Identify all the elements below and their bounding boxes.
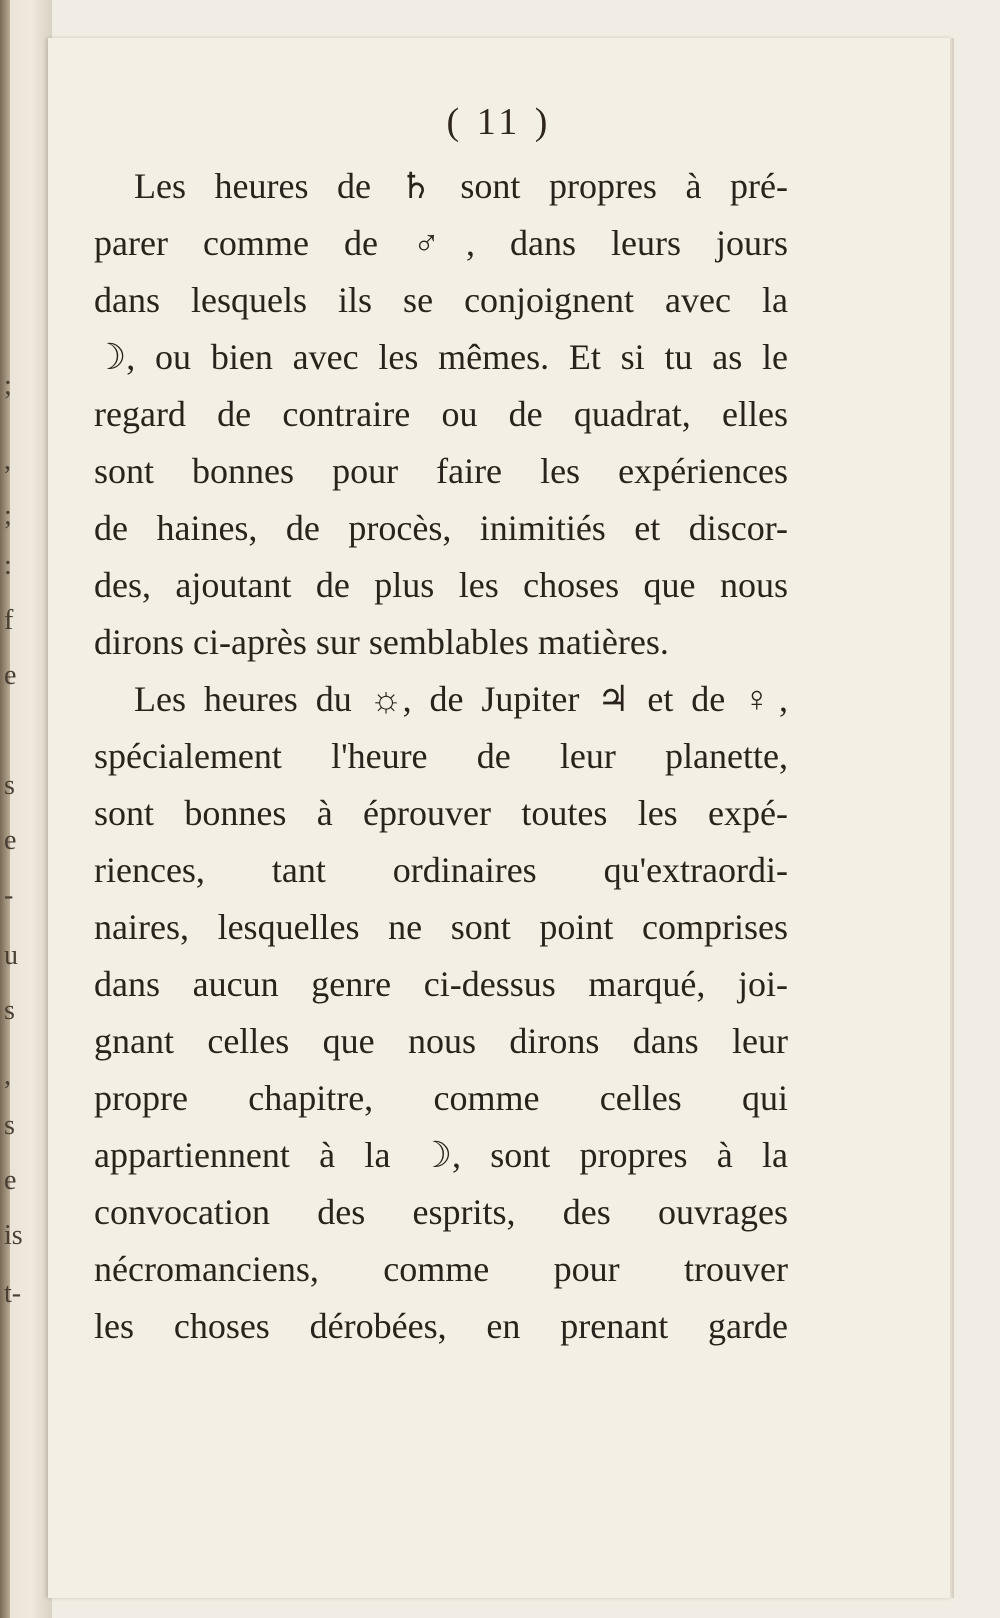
facing-page-fragment: is xyxy=(4,1220,23,1251)
facing-page-fragment: s xyxy=(4,1110,15,1141)
page-number: ( 11 ) xyxy=(446,101,552,143)
facing-page-fragment: e xyxy=(4,1165,17,1196)
text-line: de haines, de procès, inimitiés et discor- xyxy=(94,508,788,548)
facing-page-fragment: , xyxy=(4,445,11,476)
facing-page-fragment: : xyxy=(4,550,12,581)
facing-page-fragment: , xyxy=(4,1060,11,1091)
text-line: sont bonnes pour faire les expériences xyxy=(94,451,788,491)
text-line: appartiennent à la ☽, sont propres à la xyxy=(94,1135,788,1175)
text-line: parer comme de ♂, dans leurs jours xyxy=(94,223,788,263)
facing-page-fragment: s xyxy=(4,770,15,801)
text-line: des, ajoutant de plus les choses que nous xyxy=(94,565,788,605)
facing-page-fragment: ; xyxy=(4,500,12,531)
text-line: spécialement l'heure de leur planette, xyxy=(94,736,788,776)
facing-page-fragment: s xyxy=(4,995,15,1026)
text-line: dans lesquels ils se conjoignent avec la xyxy=(94,280,788,320)
text-line: riences, tant ordinaires qu'extraordi- xyxy=(94,850,788,890)
text-line: naires, lesquelles ne sont point comprises xyxy=(94,907,788,947)
text-line: dirons ci-après sur semblables matières. xyxy=(94,622,669,662)
text-line: Les heures de ♄ sont propres à pré- xyxy=(134,166,788,206)
facing-page-fragment: t- xyxy=(4,1278,22,1309)
facing-page-fragment: ; xyxy=(4,370,12,401)
text-line: nécromanciens, comme pour trouver xyxy=(94,1249,788,1289)
book-page xyxy=(48,38,952,1598)
text-line: sont bonnes à éprouver toutes les expé- xyxy=(94,793,788,833)
facing-page-fragment: f xyxy=(4,605,14,636)
book-binding xyxy=(0,0,10,1618)
facing-page-fragment: e xyxy=(4,825,17,856)
facing-page-fragment: e xyxy=(4,660,17,691)
page-text xyxy=(94,158,788,1355)
text-line: propre chapitre, comme celles qui xyxy=(94,1078,788,1118)
text-line: les choses dérobées, en prenant garde xyxy=(94,1306,788,1346)
facing-page-fragment: u xyxy=(4,940,18,971)
facing-page-edge xyxy=(0,0,52,1618)
text-line: regard de contraire ou de quadrat, elles xyxy=(94,394,788,434)
text-line: ☽, ou bien avec les mêmes. Et si tu as le xyxy=(94,337,788,377)
text-line: gnant celles que nous dirons dans leur xyxy=(94,1021,788,1061)
text-line: Les heures du ☼, de Jupiter ♃ et de ♀, xyxy=(134,679,788,719)
text-line: dans aucun genre ci-dessus marqué, joi- xyxy=(94,964,788,1004)
text-line: convocation des esprits, des ouvrages xyxy=(94,1192,788,1232)
facing-page-fragment: - xyxy=(4,880,14,911)
